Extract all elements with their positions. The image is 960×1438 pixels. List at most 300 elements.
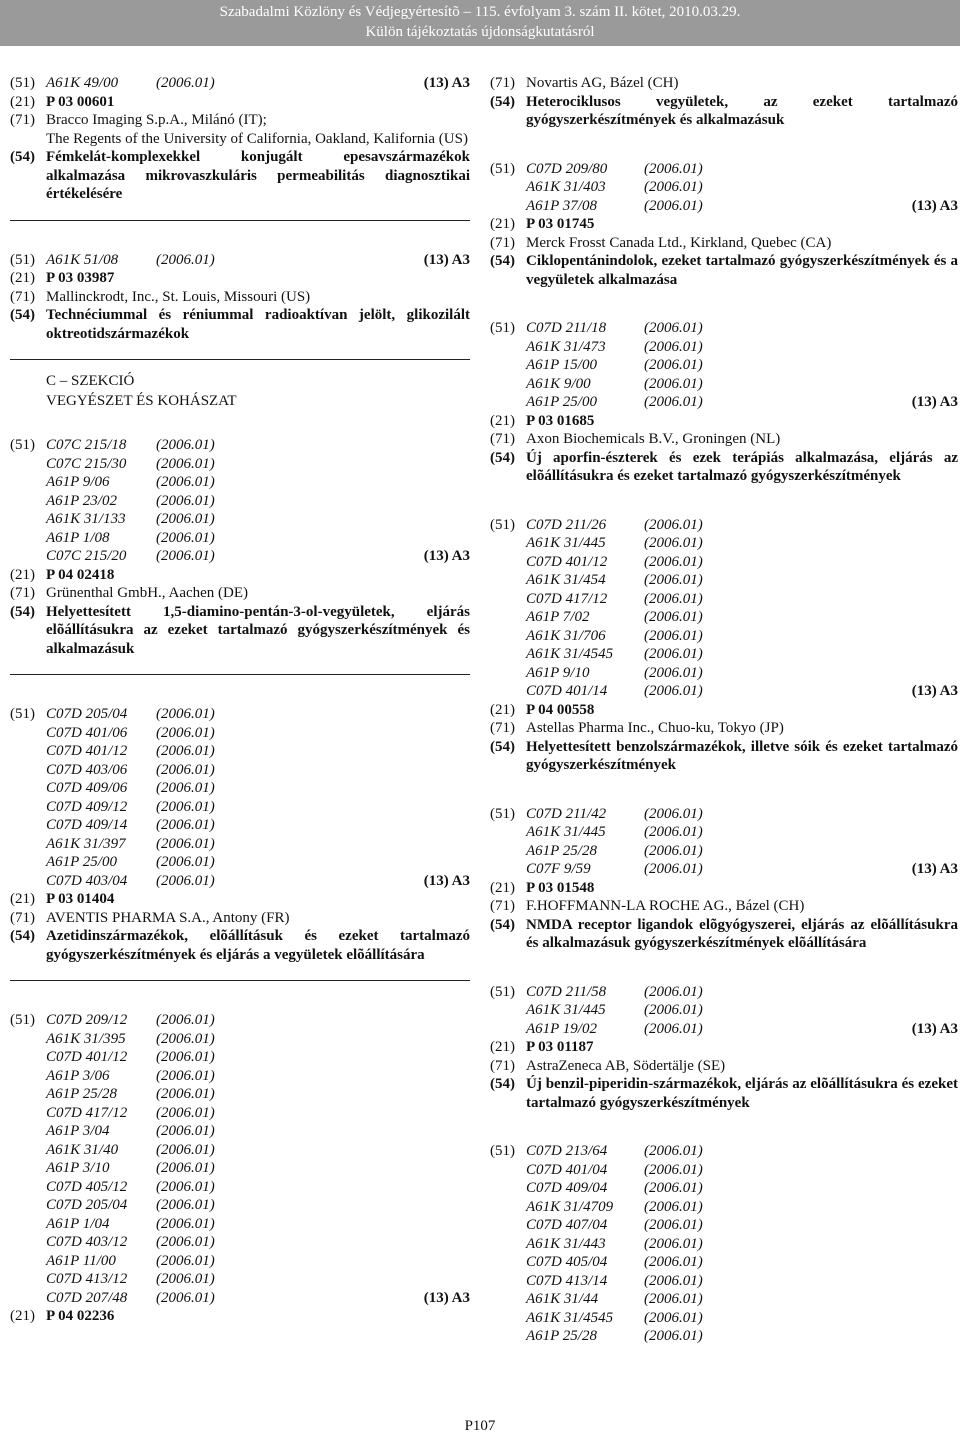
ipc-class: C07D 403/04 <box>46 872 128 889</box>
ipc-version: (2006.01) <box>156 1067 215 1084</box>
applicant: (71) Bracco Imaging S.p.A., Milánó (IT); <box>10 112 267 128</box>
classification-row <box>490 160 958 179</box>
ipc-class: A61P 1/08 <box>46 529 110 546</box>
ipc-version: (2006.01) <box>156 251 215 268</box>
classification-row <box>490 645 958 664</box>
ipc-class: C07D 403/12 <box>46 1234 128 1250</box>
page-number: P107 <box>464 1418 496 1434</box>
patent-entry <box>490 805 958 953</box>
classification-list <box>490 983 958 1039</box>
ipc-version: (2006.01) <box>156 761 215 778</box>
ipc-class: C07D 401/12 <box>46 743 128 759</box>
applicant: (71) AstraZeneca AB, Södertälje (SE) <box>490 1057 726 1074</box>
kind-code: (13) A3 <box>911 1020 958 1037</box>
classification-row <box>490 1020 958 1039</box>
classification-row <box>10 779 470 798</box>
ipc-version: (2006.01) <box>156 854 215 870</box>
ipc-class: C07D 405/12 <box>46 1178 128 1195</box>
patent-entry <box>490 74 958 130</box>
ipc-version: (2006.01) <box>156 1049 215 1065</box>
ipc-class: A61P 3/04 <box>46 1123 110 1139</box>
ipc-class: C07D 209/12 <box>46 1012 128 1028</box>
ipc-class: A61K 31/4545 <box>526 1309 614 1326</box>
ipc-class: A61K 31/473 <box>526 338 606 355</box>
classification-row <box>10 853 470 872</box>
classification-row <box>490 1272 958 1291</box>
applicant: (71) Novartis AG, Bázel (CH) <box>490 75 679 91</box>
classification-row <box>490 1290 958 1309</box>
ipc-version: (2006.01) <box>156 1197 215 1213</box>
classification-row <box>10 1104 470 1123</box>
ipc-class: C07D 205/04 <box>46 706 128 722</box>
ipc-version: (2006.01) <box>156 743 215 759</box>
ipc-class: A61P 25/00 <box>526 394 597 410</box>
ipc-version: (2006.01) <box>644 627 703 644</box>
classification-row <box>10 1085 470 1104</box>
ipc-class: A61P 7/02 <box>526 609 590 625</box>
kind-code: (13) A3 <box>423 251 470 268</box>
ipc-class: C07F 9/59 <box>526 861 591 877</box>
field-code: (51) <box>490 983 515 1000</box>
classification-row <box>10 74 470 93</box>
ipc-class: A61P 37/08 <box>526 197 597 214</box>
ipc-class: A61P 25/00 <box>46 854 117 870</box>
ipc-version: (2006.01) <box>644 553 703 570</box>
classification-row <box>10 816 470 835</box>
ipc-version: (2006.01) <box>644 861 703 877</box>
kind-code: (13) A3 <box>911 861 958 877</box>
ipc-version: (2006.01) <box>644 1002 703 1018</box>
classification-row <box>490 1309 958 1328</box>
ipc-version: (2006.01) <box>644 1235 703 1252</box>
ipc-version: (2006.01) <box>156 548 215 564</box>
ipc-class: C07D 401/06 <box>46 724 128 741</box>
patent-title: (54) Azetidinszármazékok, elõállításuk és ezeket tartalmazó gyógyszerkészítmények és eljárás a vegyületek elõállítására <box>10 928 470 963</box>
ipc-class: C07D 405/04 <box>526 1254 608 1270</box>
ipc-version: (2006.01) <box>644 516 703 533</box>
ipc-version: (2006.01) <box>644 1020 703 1037</box>
classification-row <box>490 860 958 879</box>
patent-entry <box>10 436 470 658</box>
patent-entry <box>490 1142 958 1346</box>
ipc-version: (2006.01) <box>644 664 703 681</box>
ipc-version: (2006.01) <box>156 511 215 527</box>
ipc-version: (2006.01) <box>644 646 703 662</box>
ipc-class: A61P 1/04 <box>46 1215 110 1232</box>
classification-row <box>10 1030 470 1049</box>
classification-list <box>490 319 958 412</box>
ipc-version: (2006.01) <box>156 724 215 741</box>
ipc-class: A61K 51/08 <box>46 251 119 268</box>
classification-row <box>490 1179 958 1198</box>
ipc-class: A61P 3/10 <box>46 1160 110 1176</box>
ipc-class: C07D 401/14 <box>526 683 608 699</box>
kind-code: (13) A3 <box>423 75 470 91</box>
patent-entry <box>490 160 958 290</box>
ipc-class: A61K 31/4709 <box>526 1198 614 1215</box>
ipc-version: (2006.01) <box>156 75 215 91</box>
ipc-version: (2006.01) <box>156 474 215 490</box>
field-code: (51) <box>10 437 35 453</box>
ipc-version: (2006.01) <box>644 590 703 607</box>
right-column <box>490 74 958 1346</box>
classification-row <box>490 983 958 1002</box>
classification-row <box>10 724 470 743</box>
divider <box>10 980 470 981</box>
patent-title: (54) Új benzil-piperidin-származékok, eljárás az elõállításukra és ezeket tartalmazó gyógyszerkészítmények <box>490 1076 958 1111</box>
classification-row <box>10 872 470 891</box>
ipc-version: (2006.01) <box>156 1271 215 1287</box>
ipc-version: (2006.01) <box>156 1086 215 1102</box>
classification-row <box>490 393 958 412</box>
classification-row <box>10 251 470 270</box>
ipc-version: (2006.01) <box>644 394 703 410</box>
ipc-class: C07D 409/12 <box>46 798 128 815</box>
divider <box>10 674 470 675</box>
patent-title: (54) Helyettesített benzolszármazékok, illetve sóik és ezeket tartalmazó gyógyszerkészítmények <box>490 738 958 773</box>
ipc-class: A61K 31/706 <box>526 627 606 644</box>
field-code: (51) <box>490 320 515 336</box>
application-number: (21) P 03 00601 <box>10 93 115 110</box>
ipc-version: (2006.01) <box>644 1161 703 1178</box>
classification-list <box>10 1011 470 1307</box>
ipc-version: (2006.01) <box>156 1123 215 1139</box>
ipc-class: A61K 31/454 <box>526 572 606 588</box>
classification-row <box>490 571 958 590</box>
section-name: VEGYÉSZET ÉS KOHÁSZAT <box>46 393 237 409</box>
ipc-version: (2006.01) <box>156 706 215 722</box>
divider <box>10 220 470 221</box>
ipc-class: C07D 213/64 <box>526 1143 608 1159</box>
ipc-version: (2006.01) <box>644 1309 703 1326</box>
ipc-class: A61K 31/40 <box>46 1141 119 1158</box>
classification-row <box>490 627 958 646</box>
applicant: (71) Grünenthal GmbH., Aachen (DE) <box>10 585 249 601</box>
ipc-version: (2006.01) <box>644 357 703 373</box>
classification-row <box>10 835 470 854</box>
patent-entry <box>10 74 470 204</box>
kind-code: (13) A3 <box>423 1289 470 1306</box>
classification-row <box>10 436 470 455</box>
classification-row <box>490 178 958 197</box>
field-code: (51) <box>10 1012 35 1028</box>
ipc-class: C07D 211/18 <box>526 320 607 336</box>
classification-row <box>490 608 958 627</box>
ipc-class: A61K 31/445 <box>526 824 606 840</box>
applicant: (71) Astellas Pharma Inc., Chuo-ku, Tokyo (JP) <box>490 720 784 736</box>
kind-code: (13) A3 <box>911 394 958 410</box>
application-number: (21) P 04 02418 <box>10 566 115 583</box>
ipc-class: C07D 409/04 <box>526 1180 608 1196</box>
ipc-class: A61K 31/133 <box>46 511 126 527</box>
ipc-class: C07D 401/12 <box>526 553 608 570</box>
ipc-version: (2006.01) <box>156 1012 215 1028</box>
application-number: (21) P 04 02236 <box>10 1308 115 1324</box>
field-code: (51) <box>10 251 35 268</box>
ipc-class: A61P 15/00 <box>526 357 597 373</box>
patent-title: (54) Fémkelát-komplexekkel konjugált epesavszármazékok alkalmazása mikrovaszkuláris permeabilitás diagnosztikai értékelésére <box>10 149 470 202</box>
ipc-version: (2006.01) <box>156 1160 215 1176</box>
ipc-class: C07D 209/80 <box>526 160 608 177</box>
ipc-class: C07D 401/12 <box>46 1049 128 1065</box>
ipc-version: (2006.01) <box>156 1104 215 1121</box>
classification-row <box>10 1252 470 1271</box>
patent-title: (54) Heterociklusos vegyületek, az ezeket tartalmazó gyógyszerkészítmények és alkalmazásuk <box>490 93 958 128</box>
classification-list <box>490 1142 958 1346</box>
patent-entry <box>490 983 958 1113</box>
ipc-version: (2006.01) <box>156 780 215 796</box>
classification-row <box>490 1216 958 1235</box>
ipc-version: (2006.01) <box>644 1254 703 1270</box>
application-number: (21) P 03 01548 <box>490 879 595 896</box>
ipc-class: A61P 19/02 <box>526 1020 597 1037</box>
ipc-class: C07D 205/04 <box>46 1197 128 1213</box>
classification-row <box>490 1235 958 1254</box>
ipc-class: A61P 3/06 <box>46 1067 110 1084</box>
application-number: (21) P 03 01745 <box>490 216 595 232</box>
ipc-version: (2006.01) <box>644 824 703 840</box>
classification-row <box>490 590 958 609</box>
ipc-version: (2006.01) <box>156 529 215 546</box>
classification-row <box>10 1233 470 1252</box>
ipc-class: A61K 49/00 <box>46 75 119 91</box>
ipc-class: A61K 31/44 <box>526 1291 599 1307</box>
kind-code: (13) A3 <box>423 548 470 564</box>
classification-row <box>10 798 470 817</box>
classification-row <box>10 1048 470 1067</box>
ipc-version: (2006.01) <box>644 1272 703 1289</box>
classification-row <box>10 1289 470 1308</box>
ipc-version: (2006.01) <box>644 609 703 625</box>
classification-row <box>490 375 958 394</box>
ipc-class: C07C 215/20 <box>46 548 127 564</box>
ipc-version: (2006.01) <box>156 835 215 852</box>
patent-title: (54) Helyettesített 1,5-diamino-pentán-3-ol-vegyületek, eljárás elõállításukra az ezeket tartalmazó gyógyszerkészítmények és alkalmazásuk <box>10 603 470 657</box>
ipc-version: (2006.01) <box>644 1217 703 1233</box>
ipc-class: A61P 9/06 <box>46 474 110 490</box>
ipc-class: A61K 31/445 <box>526 535 606 551</box>
classification-row <box>490 1161 958 1180</box>
patent-entry <box>10 1011 470 1326</box>
applicant: (71) Axon Biochemicals B.V., Groningen (NL) <box>490 431 781 447</box>
ipc-class: C07D 211/58 <box>526 983 607 1000</box>
ipc-class: A61K 31/397 <box>46 835 126 852</box>
ipc-version: (2006.01) <box>156 817 215 833</box>
classification-row <box>10 1141 470 1160</box>
classification-list <box>490 516 958 701</box>
ipc-class: C07D 211/42 <box>526 805 607 822</box>
ipc-class: C07D 417/12 <box>46 1104 128 1121</box>
divider <box>10 359 470 360</box>
ipc-version: (2006.01) <box>156 872 215 889</box>
classification-row <box>10 492 470 511</box>
ipc-class: C07D 211/26 <box>526 516 607 533</box>
applicant: (71) Merck Frosst Canada Ltd., Kirkland, Quebec (CA) <box>490 234 832 251</box>
ipc-version: (2006.01) <box>644 805 703 822</box>
classification-row <box>490 805 958 824</box>
field-code: (51) <box>490 516 515 533</box>
applicant: (71) F.HOFFMANN-LA ROCHE AG., Bázel (CH) <box>490 898 805 914</box>
application-number: (21) P 03 01404 <box>10 891 115 907</box>
left-column <box>10 74 470 1326</box>
classification-row <box>10 761 470 780</box>
ipc-class: C07C 215/30 <box>46 455 127 472</box>
ipc-class: A61P 25/28 <box>526 1328 597 1344</box>
ipc-version: (2006.01) <box>156 437 215 453</box>
ipc-class: A61P 23/02 <box>46 492 117 509</box>
applicant-2: The Regents of the University of California, Oakland, Kalifornia (US) <box>46 130 468 147</box>
ipc-class: C07D 413/12 <box>46 1271 128 1287</box>
classification-list <box>10 436 470 566</box>
ipc-version: (2006.01) <box>156 1252 215 1269</box>
ipc-version: (2006.01) <box>644 338 703 355</box>
patent-entry <box>490 516 958 775</box>
ipc-version: (2006.01) <box>644 1180 703 1196</box>
classification-row <box>490 319 958 338</box>
classification-row <box>10 529 470 548</box>
ipc-class: A61P 25/28 <box>526 842 597 859</box>
ipc-version: (2006.01) <box>644 535 703 551</box>
classification-row <box>490 1327 958 1346</box>
ipc-version: (2006.01) <box>156 1215 215 1232</box>
classification-row <box>490 823 958 842</box>
patent-title: (54) NMDA receptor ligandok elõgyógyszerei, eljárás az elõállításukra és alkalmazásuk gyógyszerkészítmények elõállítására <box>490 916 958 951</box>
classification-row <box>490 664 958 683</box>
classification-row <box>490 338 958 357</box>
application-number: (21) P 03 01685 <box>490 412 595 429</box>
classification-row <box>490 1253 958 1272</box>
journal-title: Szabadalmi Közlöny és Védjegyértesítõ – 115. évfolyam 3. szám II. kötet, 2010.03.29. <box>219 4 741 20</box>
ipc-version: (2006.01) <box>644 572 703 588</box>
ipc-class: C07D 409/06 <box>46 780 128 796</box>
classification-list <box>490 160 958 216</box>
classification-row <box>10 1122 470 1141</box>
ipc-version: (2006.01) <box>156 1234 215 1250</box>
ipc-class: C07D 409/14 <box>46 817 128 833</box>
ipc-class: C07D 413/14 <box>526 1272 608 1289</box>
section-code: C – SZEKCIÓ <box>46 373 135 389</box>
ipc-version: (2006.01) <box>156 798 215 815</box>
classification-row <box>490 197 958 216</box>
classification-row <box>10 1270 470 1289</box>
applicant: (71) Mallinckrodt, Inc., St. Louis, Missouri (US) <box>10 288 311 305</box>
ipc-version: (2006.01) <box>644 1328 703 1344</box>
application-number: (21) P 04 00558 <box>490 701 595 718</box>
ipc-class: C07D 407/04 <box>526 1217 608 1233</box>
kind-code: (13) A3 <box>911 197 958 214</box>
classification-row <box>10 1011 470 1030</box>
ipc-class: A61P 11/00 <box>46 1252 116 1269</box>
ipc-class: A61P 9/10 <box>526 664 590 681</box>
classification-row <box>490 1001 958 1020</box>
classification-list <box>10 251 470 270</box>
ipc-class: A61K 9/00 <box>526 375 591 392</box>
classification-row <box>10 1196 470 1215</box>
ipc-class: C07D 207/48 <box>46 1289 128 1306</box>
ipc-version: (2006.01) <box>644 320 703 336</box>
ipc-version: (2006.01) <box>644 983 703 1000</box>
classification-row <box>490 682 958 701</box>
classification-row <box>490 553 958 572</box>
ipc-version: (2006.01) <box>156 492 215 509</box>
classification-row <box>10 1067 470 1086</box>
ipc-version: (2006.01) <box>156 1289 215 1306</box>
ipc-class: C07D 403/06 <box>46 761 128 778</box>
patent-entry <box>490 319 958 486</box>
kind-code: (13) A3 <box>423 872 470 889</box>
field-code: (51) <box>490 805 515 822</box>
ipc-version: (2006.01) <box>156 1030 215 1047</box>
classification-row <box>10 510 470 529</box>
classification-row <box>490 1142 958 1161</box>
classification-row <box>490 534 958 553</box>
ipc-class: C07D 401/04 <box>526 1161 608 1178</box>
classification-row <box>10 547 470 566</box>
application-number: (21) P 03 03987 <box>10 270 115 286</box>
classification-row <box>490 842 958 861</box>
ipc-version: (2006.01) <box>156 455 215 472</box>
classification-row <box>10 1215 470 1234</box>
ipc-version: (2006.01) <box>644 160 703 177</box>
ipc-class: A61K 31/403 <box>526 179 606 195</box>
field-code: (51) <box>490 1143 515 1159</box>
classification-row <box>490 356 958 375</box>
ipc-version: (2006.01) <box>156 1178 215 1195</box>
field-code: (51) <box>10 706 35 722</box>
patent-title: (54) Ciklopentánindolok, ezeket tartalmazó gyógyszerkészítmények és a vegyületek alkalmazása <box>490 253 958 288</box>
ipc-version: (2006.01) <box>644 1198 703 1215</box>
ipc-version: (2006.01) <box>644 842 703 859</box>
classification-row <box>490 1198 958 1217</box>
section-heading <box>10 372 470 412</box>
classification-list <box>10 705 470 890</box>
ipc-class: A61K 31/4545 <box>526 646 614 662</box>
ipc-version: (2006.01) <box>644 1143 703 1159</box>
classification-row <box>490 516 958 535</box>
patent-title: (54) Technéciummal és réniummal radioaktívan jelölt, glikozilált oktreotidszármazékok <box>10 307 470 342</box>
ipc-class: A61K 31/445 <box>526 1002 606 1018</box>
ipc-version: (2006.01) <box>156 1141 215 1158</box>
field-code: (51) <box>490 160 515 177</box>
classification-row <box>10 705 470 724</box>
patent-entry <box>10 705 470 964</box>
ipc-class: A61P 25/28 <box>46 1086 117 1102</box>
ipc-version: (2006.01) <box>644 683 703 699</box>
ipc-class: C07D 417/12 <box>526 590 608 607</box>
application-number: (21) P 03 01187 <box>490 1039 594 1055</box>
classification-row <box>10 742 470 761</box>
patent-title: (54) Új aporfin-észterek és ezek terápiás alkalmazása, eljárás az elõállításukra és ezeket tartalmazó gyógyszerkészítmények <box>490 449 958 484</box>
classification-row <box>10 473 470 492</box>
ipc-version: (2006.01) <box>644 1291 703 1307</box>
classification-list <box>490 805 958 879</box>
page-header <box>0 0 960 46</box>
ipc-class: A61K 31/395 <box>46 1030 126 1047</box>
ipc-version: (2006.01) <box>644 197 703 214</box>
patent-entry <box>10 251 470 344</box>
ipc-version: (2006.01) <box>644 179 703 195</box>
section-subtitle: Külön tájékoztatás újdonságkutatásról <box>365 24 595 40</box>
classification-row <box>10 455 470 474</box>
ipc-class: A61K 31/443 <box>526 1235 606 1252</box>
classification-row <box>10 1159 470 1178</box>
applicant: (71) AVENTIS PHARMA S.A., Antony (FR) <box>10 909 290 926</box>
ipc-version: (2006.01) <box>644 375 703 392</box>
ipc-class: C07C 215/18 <box>46 437 127 453</box>
kind-code: (13) A3 <box>911 683 958 699</box>
classification-row <box>10 1178 470 1197</box>
classification-list <box>10 74 470 93</box>
